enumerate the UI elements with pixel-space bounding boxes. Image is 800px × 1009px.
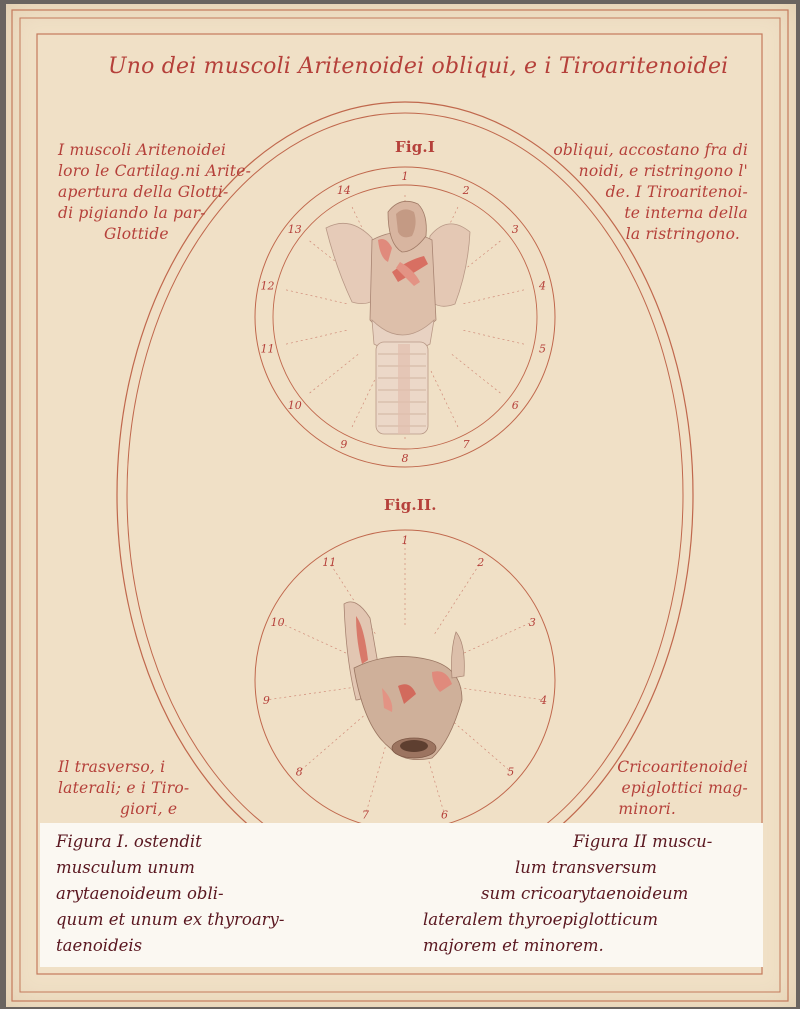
- larynx-figure-1: [326, 201, 470, 434]
- latin-text-right: [423, 829, 712, 959]
- plate-title: Uno dei muscoli Aritenoidei obliqui, e i Tiroaritenoidei: [108, 54, 729, 79]
- fig1-ray: [351, 371, 379, 429]
- fig2-number: 2: [477, 556, 485, 570]
- fig2-number: 9: [262, 693, 270, 707]
- fig1-ray: [284, 289, 346, 303]
- fig1-number: 13: [287, 223, 302, 237]
- fig1-number: 5: [538, 342, 546, 356]
- text-line: epiglottici mag-: [621, 779, 748, 797]
- fig2-ray: [278, 622, 355, 657]
- fig1-number: 3: [511, 223, 519, 237]
- text-line: I muscoli Aritenoidei: [58, 141, 227, 159]
- text-line: lum transversum: [515, 858, 657, 877]
- text-line: quum et unum ex thyroary-: [56, 910, 285, 929]
- text-line: Il trasverso, i: [58, 758, 166, 776]
- italian-text-upper-left: [58, 140, 251, 245]
- text-line: obliqui, accostano fra di: [553, 141, 748, 159]
- fig2-ray: [447, 716, 511, 772]
- fig1-number: 2: [462, 183, 470, 197]
- text-line: loro le Cartilag.ni Arite-: [58, 162, 252, 180]
- text-line: laterali; e i Tiro-: [58, 779, 190, 797]
- text-line: Glottide: [104, 225, 169, 243]
- fig2-label: Fig.II.: [384, 496, 437, 514]
- text-line: arytaenoideum obli-: [56, 884, 224, 903]
- fig2-number: 5: [507, 765, 515, 779]
- fig2-number: 4: [540, 693, 548, 707]
- text-line: musculum unum: [56, 858, 195, 877]
- text-line: giori, e: [120, 800, 178, 818]
- text-line: te interna della: [624, 204, 748, 222]
- latin-text-left: [56, 829, 284, 959]
- fig2-ray: [435, 562, 481, 634]
- fig2-ray: [455, 622, 532, 657]
- fig1-number: 1: [401, 170, 409, 183]
- fig1-number: 8: [401, 452, 409, 465]
- text-line: taenoideis: [56, 936, 143, 955]
- fig1-number: 10: [287, 398, 302, 412]
- text-line: Figura I. ostendit: [56, 832, 202, 851]
- fig1-ray: [463, 330, 525, 344]
- fig2-number: 8: [295, 765, 303, 779]
- fig1-ray: [284, 330, 346, 344]
- text-line: Figura II muscu-: [573, 832, 713, 851]
- fig1-number: 11: [260, 342, 275, 356]
- fig1-ray: [431, 371, 459, 429]
- fig1-label: Fig.I: [395, 138, 436, 156]
- fig1-ray: [308, 354, 358, 394]
- text-line: Cricoaritenoidei: [617, 758, 748, 776]
- fig2-number: 3: [528, 615, 536, 629]
- fig2-ray: [299, 716, 363, 772]
- text-line: lateralem thyroepiglotticum: [423, 910, 658, 929]
- fig2-ray: [266, 688, 350, 700]
- fig1-ray: [463, 289, 525, 303]
- italian-text-lower-left: [58, 757, 189, 820]
- fig1-number: 4: [538, 279, 546, 293]
- fig1-number: 12: [260, 279, 275, 293]
- text-line: minori.: [618, 800, 676, 818]
- text-line: apertura della Glotti-: [58, 183, 229, 201]
- fig2-number: 10: [270, 615, 285, 629]
- larynx-figure-2: [344, 602, 464, 760]
- text-line: la ristringono.: [625, 225, 740, 243]
- fig2-number: 1: [401, 534, 409, 547]
- fig1-number: 9: [340, 438, 348, 452]
- text-line: sum cricoarytaenoideum: [481, 884, 689, 903]
- fig2-number: 11: [322, 556, 337, 570]
- text-line: di pigiando la par-: [58, 204, 206, 222]
- fig1-ray: [452, 354, 502, 394]
- fig2-number: 7: [362, 808, 370, 822]
- text-line: noidi, e ristringono l': [578, 162, 748, 180]
- fig2-number: 6: [440, 808, 448, 822]
- text-line: de. I Tiroaritenoi-: [605, 183, 748, 201]
- fig1-number: 14: [336, 183, 351, 197]
- fig2-ray: [459, 688, 543, 700]
- text-line: majorem et minorem.: [423, 936, 604, 955]
- italian-text-upper-right: [553, 140, 748, 245]
- fig1-number: 7: [462, 438, 470, 452]
- fig1-number: 6: [511, 398, 519, 412]
- italian-text-lower-right: [617, 757, 748, 820]
